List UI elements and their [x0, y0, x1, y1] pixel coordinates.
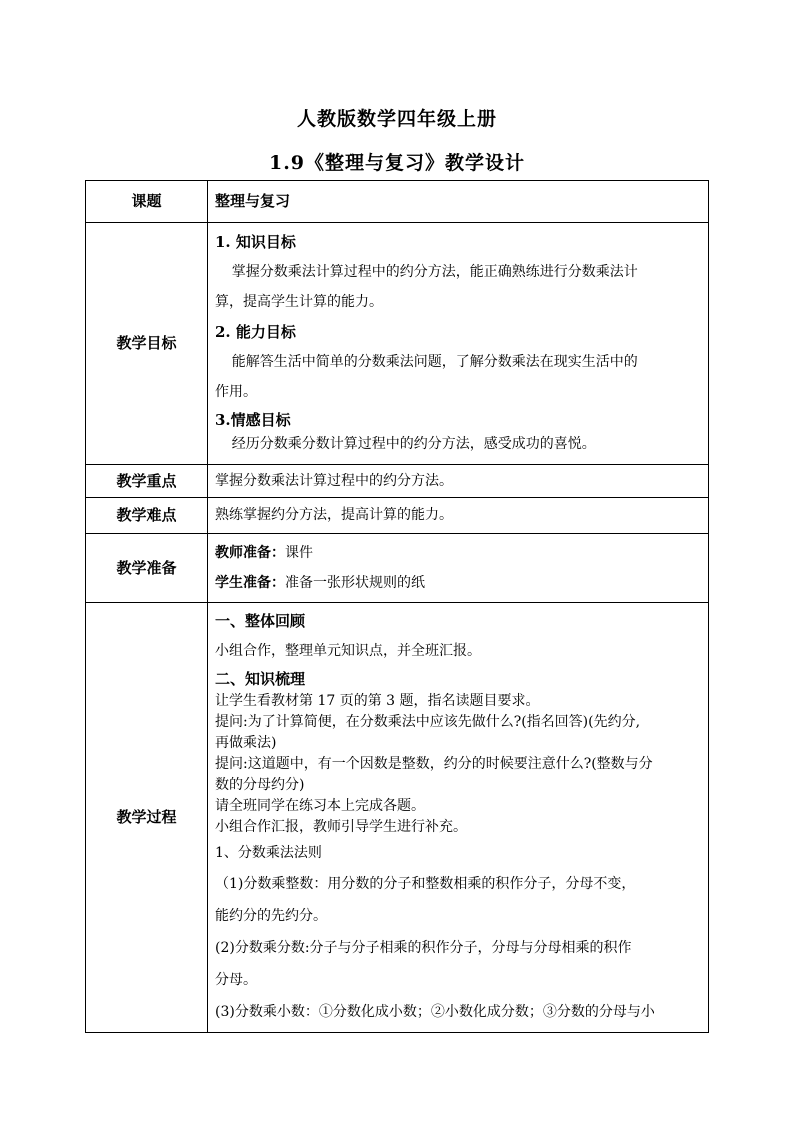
- process-content: [208, 603, 709, 1033]
- knowledge-objective-heading: 1. 知识目标: [215, 233, 296, 251]
- multiplication-rules-heading: 1、分数乘法法则: [215, 845, 322, 861]
- rule-1-line-1: （1)分数乘整数：用分数的分子和整数相乘的积作分子，分母不变，: [215, 876, 636, 892]
- difficulty-value: 熟练掌握约分方法，提高计算的能力。: [208, 498, 709, 534]
- objectives-content: [208, 223, 709, 465]
- process-paragraph-4: 请全班同学在练习本上完成各题。: [215, 798, 425, 814]
- teacher-preparation: [215, 538, 702, 568]
- process-paragraph-1: 让学生看教材第 17 页的第 3 题，指名读题目要求。: [215, 693, 540, 709]
- objectives-label: 教学目标: [86, 223, 208, 465]
- process-paragraph-2b: 再做乘法): [215, 735, 277, 751]
- process-paragraph-3b: 数的分母约分): [215, 777, 305, 793]
- knowledge-objective-text-1: 掌握分数乘法计算过程中的约分方法，能正确熟练进行分数乘法计: [231, 264, 638, 280]
- ability-objective-text-2: 作用。: [215, 384, 257, 400]
- preparation-content: [208, 534, 709, 603]
- emotion-objective-text: 经历分数乘分数计算过程中的约分方法，感受成功的喜悦。: [231, 436, 596, 452]
- rule-3-line-1: (3)分数乘小数：①分数化成小数；②小数化成分数；③分数的分母与小: [215, 1004, 655, 1020]
- process-paragraph-3a: 提问:这道题中，有一个因数是整数，约分的时候要注意什么?(整数与分: [215, 756, 653, 772]
- teacher-preparation-value: 课件: [285, 545, 313, 561]
- overall-review-text: 小组合作，整理单元知识点，并全班汇报。: [215, 643, 481, 659]
- row-objectives: [86, 223, 709, 465]
- topic-label: 课题: [86, 181, 208, 223]
- difficulty-label: 教学难点: [86, 498, 208, 534]
- rule-2-line-2: 分母。: [215, 972, 257, 988]
- student-preparation-value: 准备一张形状规则的纸: [285, 575, 425, 591]
- overall-review-heading: 一、整体回顾: [215, 612, 306, 630]
- teacher-preparation-label: 教师准备：: [215, 545, 285, 561]
- topic-value: 整理与复习: [208, 181, 709, 223]
- preparation-label: 教学准备: [86, 534, 208, 603]
- key-point-label: 教学重点: [86, 465, 208, 498]
- student-preparation-label: 学生准备：: [215, 575, 285, 591]
- ability-objective-text-1: 能解答生活中简单的分数乘法问题，了解分数乘法在现实生活中的: [231, 354, 638, 370]
- lesson-plan-table: [85, 180, 709, 1033]
- knowledge-sorting-heading: 二、知识梳理: [215, 670, 306, 688]
- student-preparation: [215, 568, 702, 598]
- row-difficulty: [86, 498, 709, 534]
- row-topic: [86, 181, 709, 223]
- process-paragraph-2a: 提问:为了计算简便，在分数乘法中应该先做什么?(指名回答)(先约分,: [215, 714, 641, 730]
- row-key-point: [86, 465, 709, 498]
- emotion-objective-heading: 3.情感目标: [215, 411, 291, 429]
- document-subtitle: 1.9《整理与复习》教学设计: [268, 152, 526, 174]
- rule-2-line-1: (2)分数乘分数:分子与分子相乘的积作分子，分母与分母相乘的积作: [215, 940, 632, 956]
- document-title: 人教版数学四年级上册: [296, 108, 497, 130]
- rule-1-line-2: 能约分的先约分。: [215, 908, 327, 924]
- process-label: 教学过程: [86, 603, 208, 1033]
- row-preparation: [86, 534, 709, 603]
- process-paragraph-5: 小组合作汇报，教师引导学生进行补充。: [215, 819, 467, 835]
- row-process: [86, 603, 709, 1033]
- knowledge-objective-text-2: 算，提高学生计算的能力。: [215, 294, 383, 310]
- ability-objective-heading: 2. 能力目标: [215, 323, 296, 341]
- key-point-value: 掌握分数乘法计算过程中的约分方法。: [208, 465, 709, 498]
